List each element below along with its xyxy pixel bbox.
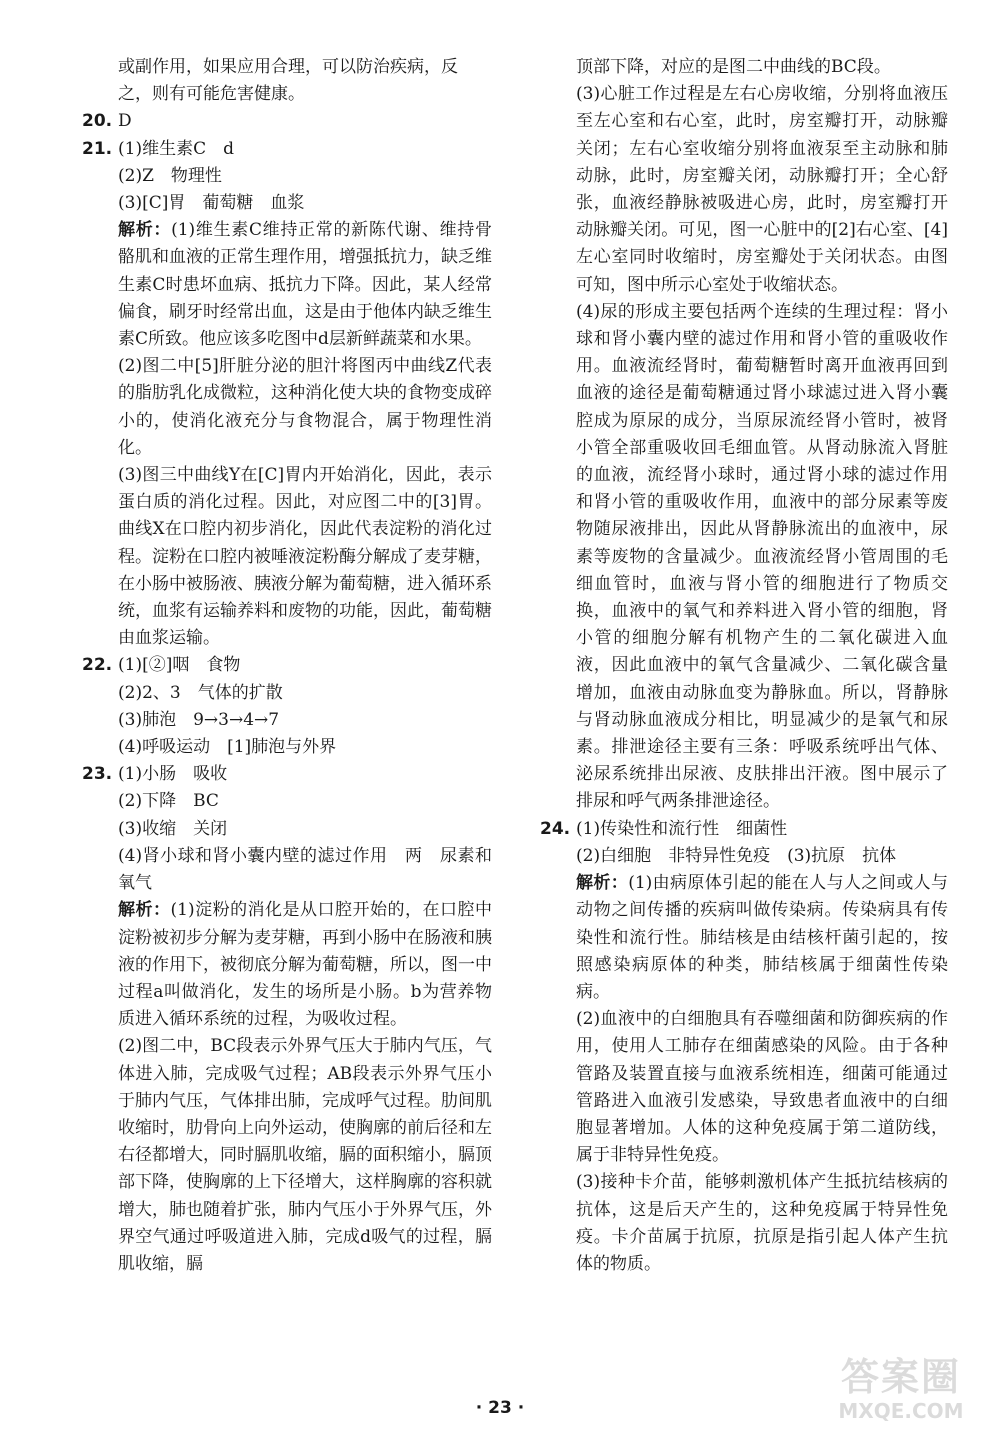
question-22: [82, 652, 492, 679]
analysis-paragraph: (3)心脏工作过程是左右心房收缩，分别将血液压至左心室和右心室，此时，房室瓣打开，动脉瓣关闭；左右心室收缩分别将血液泵至主动脉和肺动脉，此时，房室瓣关闭，动脉瓣打开；全心舒张，血液经静脉被吸进心房，此时，房室瓣打开动脉瓣关闭。可见，图一心脏中的[2]右心室、[4]左心室同时收缩时，房室瓣处于关闭状态。由图可知，图中所示心室处于收缩状态。: [576, 84, 948, 295]
analysis-label: 解析：: [118, 900, 171, 921]
analysis-text: (1)由病原体引起的能在人与人之间或人与动物之间传播的疾病叫做传染病。传染病具有传染性和流行性。肺结核是由结核杆菌引起的，按照感染病原体的种类，肺结核属于细菌性传染病。: [576, 873, 948, 1002]
analysis-paragraph: (4)尿的形成主要包括两个连续的生理过程：肾小球和肾小囊内壁的滤过作用和肾小管的重吸收作用。血液流经肾时，葡萄糖暂时离开血液再回到血液的途径是葡萄糖通过肾小球滤过进入肾小囊腔成为原尿的成分，当原尿流经肾小管时，被肾小管全部重吸收回毛细血管。从肾动脉流入肾脏的血液，流经肾小球时，通过肾小球的滤过作用和肾小管的重吸收作用，血液中的部分尿素等废物随尿液排出，因此从肾静脉流出的血液中，尿素等废物的含量减少。血液流经肾小管周围的毛细血管时，血液与肾小管的细胞进行了物质交换，血液中的氧气和养料进入肾小管的细胞，肾小管的细胞分解有机物产生的二氧化碳进入血液，因此血液中的氧气含量减少、二氧化碳含量增加，血液由动脉血变为静脉血。所以，肾静脉与肾动脉血液成分相比，明显减少的是氧气和尿素。排泄途径主要有三条：呼吸系统呼出气体、泌尿系统排出尿液、皮肤排出汗液。图中展示了排尿和呼气两条排泄途径。: [576, 301, 948, 812]
question-20: [82, 108, 492, 135]
question-number: 24.: [540, 818, 571, 839]
question-21: [82, 136, 492, 163]
answer-text: D: [118, 111, 132, 132]
answer-line: (3)收缩 关闭: [118, 818, 228, 839]
answer-line: (1)传染性和流行性 细菌性: [576, 818, 788, 839]
analysis-paragraph: (2)图二中，BC段表示外界气压大于肺内气压，气体进入肺，完成吸气过程；AB段表示外界气压小于肺内气压，气体排出肺，完成呼气过程。肋间肌收缩时，肋骨向上向外运动，使胸廓的前后径和左右径都增大，同时膈肌收缩，膈的面积缩小，膈顶部下降，使胸廓的上下径增大，这样胸廓的容积就增大，肺也随着扩张，肺内气压小于外界气压，外界空气通过呼吸道进入肺，完成d吸气的过程，膈肌收缩，膈: [118, 1036, 492, 1274]
watermark-url: MXQE.COM: [838, 1399, 964, 1423]
continuation-line-1: 或副作用，如果应用合理，可以防治疾病，反: [118, 57, 458, 77]
analysis-paragraph: [82, 897, 492, 1033]
question-23: [82, 761, 492, 788]
analysis-paragraph: (3)图三中曲线Y在[C]胃内开始消化，因此，表示蛋白质的消化过程。因此，对应图二中的[3]胃。曲线X在口腔内初步消化，因此代表淀粉的消化过程。淀粉在口腔内被唾液淀粉酶分解成了麦芽糖，在小肠中被肠液、胰液分解为葡萄糖，进入循环系统，血浆有运输养料和废物的功能，因此，葡萄糖由血浆运输。: [118, 465, 492, 649]
question-number: 23.: [82, 764, 113, 785]
analysis-text: (1)淀粉的消化是从口腔开始的，在口腔中淀粉被初步分解为麦芽糖，再到小肠中在肠液和胰液的作用下，被彻底分解为葡萄糖，所以，图一中过程a叫做消化，发生的场所是小肠。b为营养物质进入循环系统的过程，为吸收过程。: [118, 900, 493, 1030]
question-number: 20.: [82, 111, 113, 132]
continuation-line-2: 之，则有可能危害健康。: [118, 84, 305, 105]
analysis-label: 解析：: [576, 873, 629, 894]
analysis-paragraph: (3)接种卡介苗，能够刺激机体产生抵抗结核病的抗体，这是后天产生的，这种免疫属于特异性免疫。卡介苗属于抗原，抗原是指引起人体产生抗体的物质。: [576, 1172, 948, 1274]
continuation-line: 顶部下降，对应的是图二中曲线的BC段。: [576, 57, 891, 77]
answer-line: (3)肺泡 9→3→4→7: [118, 709, 280, 730]
analysis-paragraph: [540, 870, 948, 1006]
answer-line: (4)肾小球和肾小囊内壁的滤过作用 两 尿素和氧气: [118, 845, 492, 894]
answer-line: (1)小肠 吸收: [118, 764, 228, 785]
answer-line: (2)下降 BC: [118, 791, 219, 812]
answer-line: (1)维生素C d: [118, 138, 234, 159]
question-24: [540, 816, 948, 843]
analysis-paragraph: (2)图二中[5]肝脏分泌的胆汁将图丙中曲线Z代表的脂肪乳化成微粒，这种消化使大块的食物变成碎小的，使消化液充分与食物混合，属于物理性消化。: [118, 356, 492, 458]
left-column: [82, 54, 492, 1278]
answer-line: (2)Z 物理性: [118, 165, 222, 186]
right-column: [540, 54, 948, 1278]
answer-line: (2)白细胞 非特异性免疫 (3)抗原 抗体: [576, 845, 897, 866]
analysis-label: 解析：: [118, 220, 172, 241]
analysis-text: (1)维生素C维持正常的新陈代谢、维持骨骼肌和血液的正常生理作用，增强抵抗力，缺乏维生素C时患坏血病、抵抗力下降。因此，某人经常偏食，刷牙时经常出血，这是由于他体内缺乏维生素C所致。他应该多吃图中d层新鲜蔬菜和水果。: [118, 220, 493, 350]
answer-line: (1)[②]咽 食物: [118, 655, 241, 676]
answer-line: (3)[C]胃 葡萄糖 血浆: [118, 193, 305, 214]
watermark-logo: [826, 1355, 976, 1427]
analysis-paragraph: [82, 217, 492, 353]
analysis-paragraph: (2)血液中的白细胞具有吞噬细菌和防御疾病的作用，使用人工肺存在细菌感染的风险。由于各种管路及装置直接与血液系统相连，细菌可能通过管路进入血液引发感染，导致患者血液中的白细胞显著增加。人体的这种免疫属于第二道防线，属于非特异性免疫。: [576, 1009, 948, 1166]
question-number: 22.: [82, 655, 113, 676]
page-number: · 23 ·: [475, 1398, 525, 1418]
question-number: 21.: [82, 138, 113, 159]
watermark-title: 答案圈: [840, 1355, 961, 1399]
answer-line: (2)2、3 气体的扩散: [118, 682, 283, 703]
answer-line: (4)呼吸运动 [1]肺泡与外界: [118, 737, 337, 758]
